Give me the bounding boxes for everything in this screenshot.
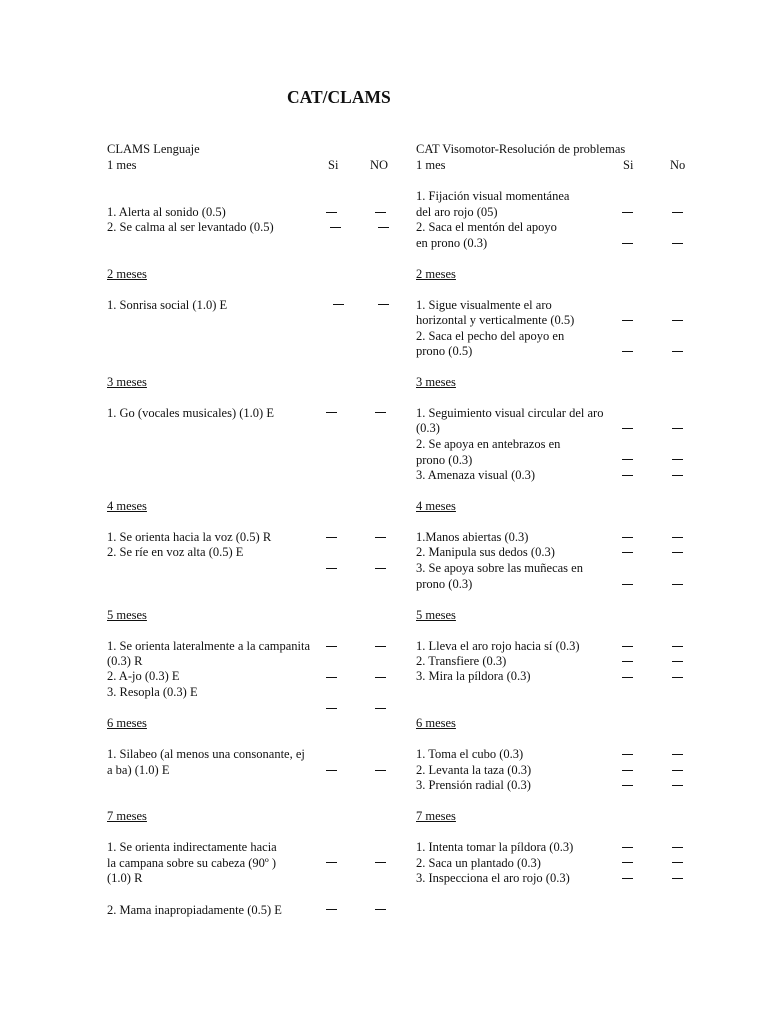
cat-item: 1. Lleva el aro rojo hacia sí (0.3): [416, 639, 580, 653]
cat-item: 2. Se apoya en antebrazos en: [416, 437, 561, 451]
cat-item: 2. Saca el pecho del apoyo en: [416, 329, 565, 343]
cat-item: en prono (0.3): [416, 236, 488, 250]
clams-item: 1. Go (vocales musicales) (1.0) E: [107, 406, 274, 420]
clams-item: 2. Mama inapropiadamente (0.5) E: [107, 903, 282, 917]
cat-item: 2. Saca el mentón del apoyo: [416, 220, 557, 234]
cat-item: 1. Intenta tomar la píldora (0.3): [416, 840, 574, 854]
answer-blank-si[interactable]: [622, 878, 633, 879]
answer-blank-si[interactable]: [326, 568, 337, 569]
answer-blank-no[interactable]: [672, 754, 683, 755]
cat-col-si: Si: [623, 158, 634, 172]
clams-month-4-label: 4 meses: [107, 499, 147, 513]
clams-item: (0.3) R: [107, 654, 143, 668]
answer-blank-no[interactable]: [672, 785, 683, 786]
answer-blank-si[interactable]: [326, 646, 337, 647]
answer-blank-si[interactable]: [622, 537, 633, 538]
answer-blank-no[interactable]: [375, 708, 386, 709]
cat-item: 3. Inspecciona el aro rojo (0.3): [416, 871, 570, 885]
answer-blank-no[interactable]: [672, 320, 683, 321]
answer-blank-si[interactable]: [326, 862, 337, 863]
answer-blank-no[interactable]: [672, 770, 683, 771]
answer-blank-si[interactable]: [622, 475, 633, 476]
answer-blank-si[interactable]: [622, 351, 633, 352]
cat-item: 3. Amenaza visual (0.3): [416, 468, 536, 482]
answer-blank-no[interactable]: [375, 677, 386, 678]
clams-month-7-label: 7 meses: [107, 809, 147, 823]
answer-blank-no[interactable]: [375, 568, 386, 569]
clams-item: 2. A-jo (0.3) E: [107, 669, 180, 683]
cat-col-no: No: [670, 158, 686, 172]
clams-item: 2. Se calma al ser levantado (0.5): [107, 220, 274, 234]
cat-item: 1. Fijación visual momentánea: [416, 189, 570, 203]
answer-blank-si[interactable]: [622, 212, 633, 213]
answer-blank-si[interactable]: [333, 304, 344, 305]
answer-blank-si[interactable]: [622, 646, 633, 647]
cat-item: 3. Prensión radial (0.3): [416, 778, 531, 792]
answer-blank-no[interactable]: [672, 475, 683, 476]
answer-blank-si[interactable]: [326, 412, 337, 413]
answer-blank-si[interactable]: [622, 785, 633, 786]
answer-blank-si[interactable]: [326, 770, 337, 771]
clams-month-3-label: 3 meses: [107, 375, 147, 389]
clams-col-si: Si: [328, 158, 339, 172]
answer-blank-si[interactable]: [622, 862, 633, 863]
answer-blank-si[interactable]: [622, 320, 633, 321]
clams-month-6-label: 6 meses: [107, 716, 147, 730]
clams-item: 3. Resopla (0.3) E: [107, 685, 198, 699]
answer-blank-si[interactable]: [622, 770, 633, 771]
clams-item: 1. Alerta al sonido (0.5): [107, 205, 226, 219]
answer-blank-no[interactable]: [375, 909, 386, 910]
answer-blank-si[interactable]: [326, 708, 337, 709]
answer-blank-si[interactable]: [622, 243, 633, 244]
cat-item: (0.3): [416, 421, 440, 435]
cat-item: del aro rojo (05): [416, 205, 498, 219]
answer-blank-no[interactable]: [672, 661, 683, 662]
cat-month-6-label: 6 meses: [416, 716, 456, 730]
cat-month-5-label: 5 meses: [416, 608, 456, 622]
cat-item: 2. Saca un plantado (0.3): [416, 856, 541, 870]
answer-blank-si[interactable]: [326, 537, 337, 538]
answer-blank-no[interactable]: [672, 646, 683, 647]
answer-blank-si[interactable]: [622, 584, 633, 585]
answer-blank-si[interactable]: [622, 754, 633, 755]
cat-item: 1. Sigue visualmente el aro: [416, 298, 552, 312]
answer-blank-no[interactable]: [672, 243, 683, 244]
cat-month-7-label: 7 meses: [416, 809, 456, 823]
answer-blank-no[interactable]: [672, 878, 683, 879]
clams-month-1-label: 1 mes: [107, 158, 137, 172]
cat-item: 2. Transfiere (0.3): [416, 654, 507, 668]
answer-blank-si[interactable]: [622, 677, 633, 678]
answer-blank-si[interactable]: [622, 428, 633, 429]
answer-blank-si[interactable]: [326, 212, 337, 213]
clams-month-2-label: 2 meses: [107, 267, 147, 281]
cat-item: 1.Manos abiertas (0.3): [416, 530, 529, 544]
cat-item: 3. Se apoya sobre las muñecas en: [416, 561, 583, 575]
cat-item: 2. Levanta la taza (0.3): [416, 763, 532, 777]
cat-month-1-label: 1 mes: [416, 158, 446, 172]
clams-item: la campana sobre su cabeza (90º ): [107, 856, 277, 870]
answer-blank-si[interactable]: [622, 459, 633, 460]
answer-blank-no[interactable]: [672, 537, 683, 538]
answer-blank-no[interactable]: [672, 351, 683, 352]
clams-item: (1.0) R: [107, 871, 143, 885]
cat-item: horizontal y verticalmente (0.5): [416, 313, 575, 327]
answer-blank-no[interactable]: [375, 537, 386, 538]
answer-blank-no[interactable]: [378, 304, 389, 305]
clams-item: 1. Sonrisa social (1.0) E: [107, 298, 228, 312]
answer-blank-no[interactable]: [375, 646, 386, 647]
clams-col-no: NO: [370, 158, 389, 172]
cat-month-4-label: 4 meses: [416, 499, 456, 513]
answer-blank-no[interactable]: [672, 677, 683, 678]
clams-item: 1. Se orienta lateralmente a la campanita: [107, 639, 311, 653]
answer-blank-no[interactable]: [672, 862, 683, 863]
cat-item: prono (0.3): [416, 577, 473, 591]
clams-item: 1. Se orienta indirectamente hacia: [107, 840, 277, 854]
answer-blank-no[interactable]: [375, 212, 386, 213]
cat-month-2-label: 2 meses: [416, 267, 456, 281]
cat-item: prono (0.5): [416, 344, 473, 358]
answer-blank-no[interactable]: [672, 212, 683, 213]
answer-blank-si[interactable]: [622, 661, 633, 662]
clams-item: a ba) (1.0) E: [107, 763, 170, 777]
clams-item: 1. Se orienta hacia la voz (0.5) R: [107, 530, 272, 544]
answer-blank-si[interactable]: [326, 909, 337, 910]
answer-blank-si[interactable]: [622, 847, 633, 848]
clams-month-5-label: 5 meses: [107, 608, 147, 622]
answer-blank-no[interactable]: [378, 227, 389, 228]
answer-blank-no[interactable]: [672, 584, 683, 585]
cat-month-3-label: 3 meses: [416, 375, 456, 389]
clams-item: 1. Silabeo (al menos una consonante, ej: [107, 747, 305, 761]
answer-blank-no[interactable]: [672, 847, 683, 848]
cat-item: 2. Manipula sus dedos (0.3): [416, 545, 555, 559]
clams-header: CLAMS Lenguaje: [107, 142, 200, 156]
cat-item: 1. Toma el cubo (0.3): [416, 747, 524, 761]
answer-blank-no[interactable]: [672, 459, 683, 460]
answer-blank-no[interactable]: [375, 412, 386, 413]
answer-blank-no[interactable]: [672, 428, 683, 429]
answer-blank-si[interactable]: [330, 227, 341, 228]
answer-blank-no[interactable]: [375, 770, 386, 771]
cat-item: prono (0.3): [416, 453, 473, 467]
cat-item: 1. Seguimiento visual circular del aro: [416, 406, 604, 420]
answer-blank-si[interactable]: [326, 677, 337, 678]
cat-item: 3. Mira la píldora (0.3): [416, 669, 531, 683]
cat-header: CAT Visomotor-Resolución de problemas: [416, 142, 626, 156]
page-title: CAT/CLAMS: [287, 87, 391, 107]
clams-item: 2. Se ríe en voz alta (0.5) E: [107, 545, 244, 559]
answer-blank-si[interactable]: [622, 552, 633, 553]
answer-blank-no[interactable]: [375, 862, 386, 863]
answer-blank-no[interactable]: [672, 552, 683, 553]
